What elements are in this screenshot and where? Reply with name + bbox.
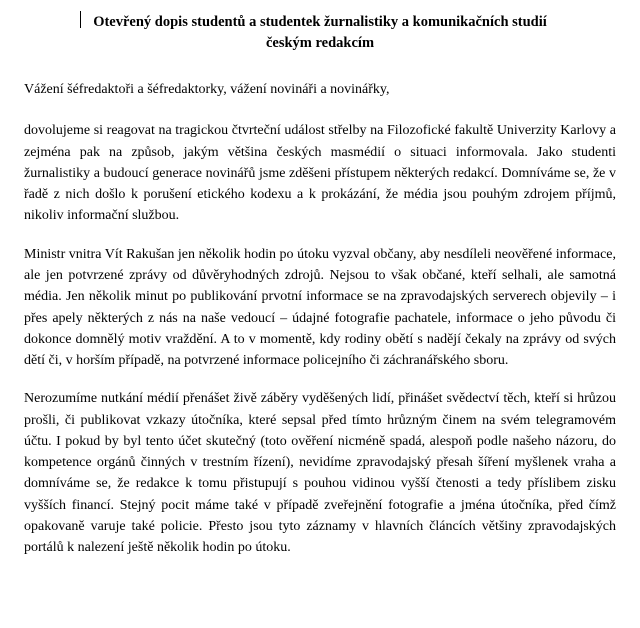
- document-title: [32, 12, 608, 53]
- text-cursor: [80, 11, 81, 28]
- paragraph-greeting: Vážení šéfredaktoři a šéfredaktorky, vážení novináři a novinářky,: [24, 82, 390, 98]
- paragraph-3: Nerozumíme nutkání médií přenášet živě záběry vyděšených lidí, přinášet svědectví těch, kteří si hrůzou prošli, či publikovat vzkazy útočníka, které sepsal před tímto hrůzným činem na svém telegramovém účtu. I pokud by byl tento účet skutečný (toto ověření nicméně spadá, alespoň podle našeho názoru, do kompetence orgánů činných v trestním řízení), nevidíme zpravodajský přesah šíření myšlenek vraha a domníváme se, že redakce k tomu přistupují s pouhou vidinou vyšší čtenosti a tedy příslibem zisku vyšších financí. Stejný pocit máme také v případě zveřejnění fotografie a jména útočníka, před čímž opakovaně varuje také policie. Přesto jsou tyto záznamy v hlavních článcích většiny zpravodajských portálů k nalezení ještě několik hodin po útoku.: [24, 391, 616, 556]
- title-line-1: Otevřený dopis studentů a studentek žurnalistiky a komunikačních studií: [93, 14, 547, 30]
- paragraph-2: Ministr vnitra Vít Rakušan jen několik hodin po útoku vyzval občany, aby nesdíleli neověřené informace, ale jen potvrzené zprávy od důvěryhodných zdrojů. Nejsou to však občané, kteří selhali, ale samotná média. Jen několik minut po publikování prvotní informace se na zpravodajských serverech objevily – i přes apely některých z nás na naše vedoucí – údajné fotografie pachatele, informace o jeho původu či dokonce domnělý motiv vraždění. A to v momentě, kdy rodiny obětí s nadějí čekaly na zprávy od svých dětí či, v horším případě, na potvrzené informace policejního či záchranářského sboru.: [24, 246, 616, 369]
- paragraph-1: dovolujeme si reagovat na tragickou čtvrteční událost střelby na Filozofické fakultě Univerzity Karlovy a zejména pak na způsob, jakým většina českých masmédií o situaci informovala. Jako studenti žurnalistiky a budoucí generace novinářů jsme zděšeni přístupem některých redakcí. Domníváme se, že v řadě z nich došlo k porušení etického kodexu a k prokázání, že média jsou pouhým zdrojem příjmů, nikoliv informační službou.: [24, 123, 616, 224]
- document-body: [24, 79, 616, 558]
- title-line-2: českým redakcím: [265, 34, 375, 51]
